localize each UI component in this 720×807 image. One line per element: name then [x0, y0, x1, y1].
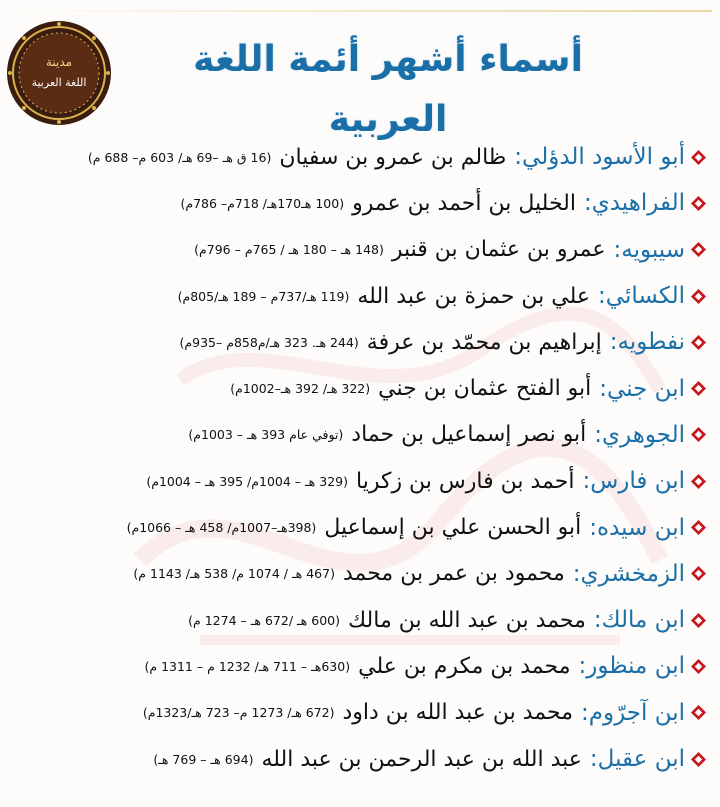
scholar-nickname: الجوهري:: [594, 421, 685, 448]
seal-logo-icon: [6, 20, 112, 126]
list-item: [14, 690, 706, 736]
list-item: [14, 597, 706, 643]
scholar-full-name: أبو نصر إسماعيل بن حماد: [351, 422, 587, 448]
scholar-full-name: ظالم بن عمرو بن سفيان: [279, 144, 507, 170]
scholar-dates: (630هـ – 711 هـ/ 1232 م – 1311 م): [144, 658, 351, 674]
diamond-bullet-icon: [691, 196, 706, 211]
scholar-nickname: ابن آجرّوم:: [580, 699, 685, 726]
scholar-dates: (322 هـ/ 392 هـ–1002م): [230, 381, 371, 397]
scholar-nickname: ابن منظور:: [578, 653, 685, 680]
logo-text-mid: اللغة العربية: [31, 76, 87, 89]
scholar-nickname: الفراهيدي:: [583, 190, 685, 217]
scholar-dates: (467 هـ / 1074 م/ 538 هـ/ 1143 م): [133, 566, 335, 582]
diamond-bullet-icon: [691, 613, 706, 628]
scholar-nickname: سيبويه:: [613, 236, 685, 263]
diamond-bullet-icon: [691, 520, 706, 535]
diamond-bullet-icon: [691, 474, 706, 489]
diamond-bullet-icon: [691, 150, 706, 165]
scholar-dates: (329 هـ – 1004م/ 395 هـ – 1004م): [146, 473, 348, 489]
diamond-bullet-icon: [691, 752, 706, 767]
diamond-bullet-icon: [691, 659, 706, 674]
scholar-list: [14, 134, 706, 782]
list-item: [14, 319, 706, 365]
scholar-nickname: الزمخشري:: [572, 560, 685, 587]
scholar-dates: (148 هـ – 180 هـ / 765م – 796م): [194, 242, 384, 258]
scholar-full-name: أحمد بن فارس بن زكريا: [356, 468, 575, 494]
diamond-bullet-icon: [691, 289, 706, 304]
list-item: [14, 736, 706, 782]
scholar-full-name: أبو الفتح عثمان بن جني: [378, 376, 592, 402]
diamond-bullet-icon: [691, 566, 706, 581]
list-item: [14, 458, 706, 504]
scholar-full-name: محمد بن عبد الله بن مالك: [348, 607, 586, 633]
scholar-nickname: ابن سيده:: [589, 514, 685, 541]
page-title: أسماء أشهر أئمة اللغة العربية: [193, 39, 583, 140]
scholar-full-name: أبو الحسن علي بن إسماعيل: [324, 515, 582, 541]
scholar-dates: (100 هـ170هـ/ 718م– 786م): [180, 195, 345, 211]
list-item: [14, 551, 706, 597]
scholar-nickname: أبو الأسود الدؤلي:: [514, 144, 685, 171]
scholar-nickname: ابن عقيل:: [589, 746, 685, 772]
scholar-full-name: علي بن حمزة بن عبد الله: [357, 283, 591, 309]
scholar-nickname: الكسائي:: [598, 283, 685, 310]
scholar-dates: (694 هـ – 769 هـ): [153, 751, 254, 767]
scholar-dates: (672 هـ/ 1273 م– 723 هـ/1323م): [142, 705, 335, 721]
diamond-bullet-icon: [691, 705, 706, 720]
list-item: [14, 412, 706, 458]
list-item: [14, 134, 706, 180]
scholar-full-name: محمود بن عمر بن محمد: [342, 561, 565, 587]
diamond-bullet-icon: [691, 427, 706, 442]
list-item: [14, 643, 706, 689]
scholar-nickname: ابن مالك:: [593, 607, 685, 634]
scholar-nickname: نفطويه:: [609, 329, 685, 356]
scholar-dates: (244 هـ. 323 هـ/م858م –935م): [179, 334, 359, 350]
scholar-nickname: ابن فارس:: [582, 468, 685, 495]
list-item: [14, 273, 706, 319]
scholar-dates: (398هـ–1007م/ 458 هـ – 1066م): [126, 520, 317, 536]
scholar-nickname: ابن جني:: [599, 375, 685, 402]
scholar-dates: (600 هـ /672 هـ – 1274 م): [188, 612, 340, 628]
list-item: [14, 365, 706, 411]
scholar-dates: (توفي عام 393 هـ – 1003م): [188, 427, 344, 443]
scholar-dates: (119 هـ/737م – 189 هـ/805م): [177, 288, 350, 304]
scholar-full-name: محمد بن عبد الله بن داود: [342, 700, 573, 726]
list-item: [14, 180, 706, 226]
list-item: [14, 504, 706, 550]
scholar-full-name: عبد الله بن عبد الرحمن بن عبد الله: [261, 746, 582, 772]
scholar-full-name: عمرو بن عثمان بن قنبر: [391, 237, 606, 263]
scholar-full-name: إبراهيم بن محمّد بن عرفة: [366, 329, 602, 355]
top-divider: [8, 10, 712, 12]
diamond-bullet-icon: [691, 381, 706, 396]
scholar-full-name: الخليل بن أحمد بن عمرو: [352, 190, 576, 216]
list-item: [14, 227, 706, 273]
diamond-bullet-icon: [691, 335, 706, 350]
scholar-dates: (16 ق هـ –69 هـ/ 603 م– 688 م): [87, 149, 272, 165]
scholar-full-name: محمد بن مكرم بن علي: [358, 653, 571, 679]
diamond-bullet-icon: [691, 242, 706, 257]
logo-text-top: مدينة: [45, 55, 73, 69]
